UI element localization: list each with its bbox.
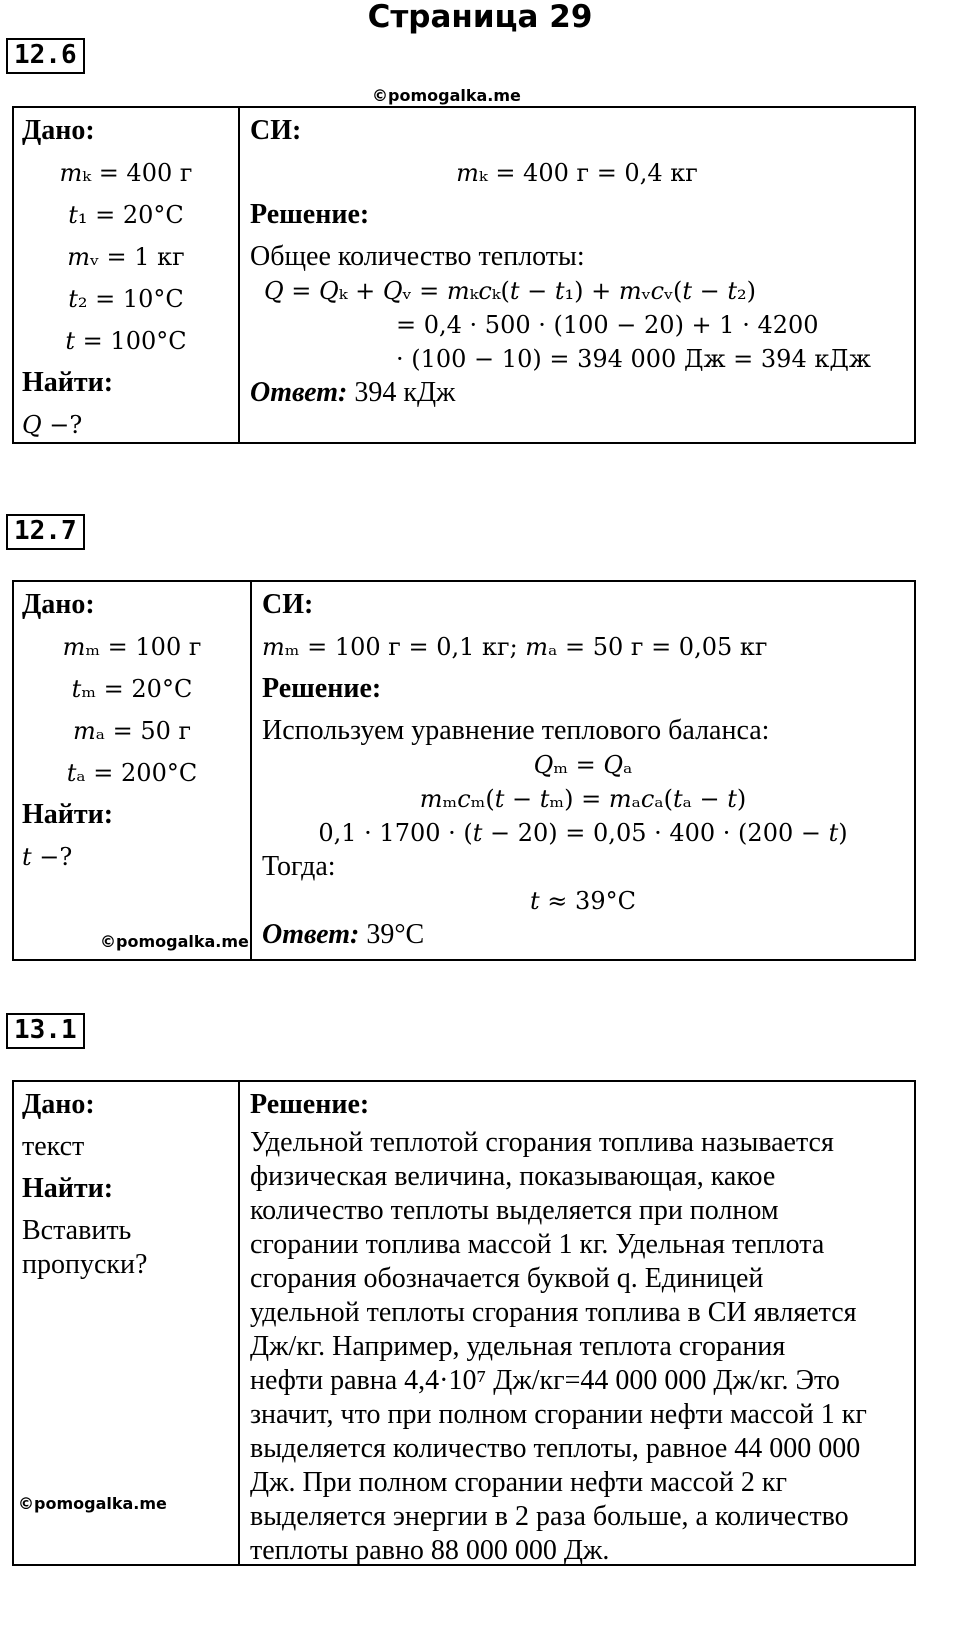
find-label: Найти: bbox=[22, 1173, 114, 1204]
find-value: 𝑡 −? bbox=[22, 843, 73, 871]
text-line: сгорании топлива массой 1 кг. Удельная теплота bbox=[250, 1229, 825, 1260]
then-label: Тогда: bbox=[262, 851, 336, 882]
answer-label: Ответ: bbox=[250, 377, 348, 408]
given-label: Дано: bbox=[22, 589, 95, 620]
text-line: выделяется энергии в 2 раза больше, а количество bbox=[250, 1501, 849, 1532]
result-line: 𝑡 ≈ 39°C bbox=[530, 887, 636, 915]
answer-line bbox=[250, 376, 904, 410]
answer-label: Ответ: bbox=[262, 919, 360, 950]
given-item: 𝑡ₐ = 200°C bbox=[66, 759, 198, 787]
page-title: Страница 29 bbox=[367, 0, 593, 35]
text-line: значит, что при полном сгорании нефти массой 1 кг bbox=[250, 1399, 867, 1430]
problem-number-13-1: 13.1 bbox=[6, 1013, 85, 1049]
given-item: 𝑡₂ = 10°C bbox=[68, 285, 184, 313]
given-item: 𝑚ₐ = 50 г bbox=[72, 717, 192, 745]
given-label: Дано: bbox=[22, 1089, 95, 1120]
watermark: ©pomogalka.me bbox=[18, 1494, 167, 1513]
given-column bbox=[14, 582, 252, 959]
text-line: Дж. При полном сгорании нефти массой 2 кг bbox=[250, 1467, 788, 1498]
text-line: сгорания обозначается буквой q. Единицей bbox=[250, 1263, 764, 1294]
text-line: выделяется количество теплоты, равное 44 000 000 bbox=[250, 1433, 861, 1464]
solution-intro: Используем уравнение теплового баланса: bbox=[262, 715, 770, 746]
given-value: текст bbox=[22, 1131, 85, 1162]
solution-intro: Общее количество теплоты: bbox=[250, 241, 585, 272]
find-value: пропуски? bbox=[22, 1249, 148, 1280]
solution-label: Решение: bbox=[250, 199, 370, 230]
problem-12-6-table bbox=[12, 106, 916, 444]
text-line: Удельной теплотой сгорания топлива называется bbox=[250, 1127, 834, 1158]
problem-number-12-6: 12.6 bbox=[6, 38, 85, 74]
text-line: удельной теплоты сгорания топлива в СИ является bbox=[250, 1297, 857, 1328]
find-value: Вставить bbox=[22, 1215, 132, 1246]
si-label: СИ: bbox=[250, 115, 302, 146]
answer-line bbox=[262, 918, 904, 952]
find-label: Найти: bbox=[22, 799, 114, 830]
text-line: физическая величина, показывающая, какое bbox=[250, 1161, 776, 1192]
formula-line: 𝑄ₘ = 𝑄ₐ bbox=[533, 751, 633, 779]
solution-column bbox=[240, 108, 914, 442]
formula-line: 0,1 · 1700 · (𝑡 − 20) = 0,05 · 400 · (200 − 𝑡) bbox=[318, 819, 848, 847]
solution-column bbox=[240, 1082, 914, 1564]
text-line: количество теплоты выделяется при полном bbox=[250, 1195, 779, 1226]
given-item: 𝑡₁ = 20°C bbox=[68, 201, 184, 229]
problem-number-12-7: 12.7 bbox=[6, 514, 85, 550]
given-item: 𝑚ₘ = 100 г bbox=[62, 633, 202, 661]
problem-12-7-table bbox=[12, 580, 916, 961]
formula-line: 𝑄 = 𝑄ₖ + 𝑄ᵥ = 𝑚ₖ𝑐ₖ(𝑡 − 𝑡₁) + 𝑚ᵥ𝑐ᵥ(𝑡 − 𝑡₂) bbox=[264, 277, 756, 305]
watermark: ©pomogalka.me bbox=[372, 86, 521, 105]
answer-value: 394 кДж bbox=[354, 377, 456, 408]
formula-line: · (100 − 10) = 394 000 Дж = 394 кДж bbox=[396, 345, 871, 373]
text-line: нефти равна 4,4·10⁷ Дж/кг=44 000 000 Дж/кг. Это bbox=[250, 1365, 840, 1396]
si-conversion: 𝑚ₖ = 400 г = 0,4 кг bbox=[456, 159, 698, 187]
si-label: СИ: bbox=[262, 589, 314, 620]
given-item: 𝑡 = 100°C bbox=[65, 327, 187, 355]
find-label: Найти: bbox=[22, 367, 114, 398]
watermark: ©pomogalka.me bbox=[100, 932, 249, 951]
given-item: 𝑚ᵥ = 1 кг bbox=[67, 243, 185, 271]
given-item: 𝑚ₖ = 400 г bbox=[59, 159, 193, 187]
text-line: Дж/кг. Например, удельная теплота сгорания bbox=[250, 1331, 786, 1362]
given-item: 𝑡ₘ = 20°C bbox=[71, 675, 193, 703]
solution-label: Решение: bbox=[250, 1089, 370, 1120]
problem-13-1-table bbox=[12, 1080, 916, 1566]
given-label: Дано: bbox=[22, 115, 95, 146]
formula-line: 𝑚ₘ𝑐ₘ(𝑡 − 𝑡ₘ) = 𝑚ₐ𝑐ₐ(𝑡ₐ − 𝑡) bbox=[419, 785, 747, 813]
given-column bbox=[14, 1082, 240, 1564]
find-value: 𝑄 −? bbox=[22, 411, 83, 439]
si-conversion: 𝑚ₘ = 100 г = 0,1 кг; 𝑚ₐ = 50 г = 0,05 кг bbox=[262, 633, 768, 661]
solution-column bbox=[252, 582, 914, 959]
answer-value: 39°С bbox=[366, 919, 425, 950]
formula-line: = 0,4 · 500 · (100 − 20) + 1 · 4200 bbox=[396, 311, 819, 339]
given-column bbox=[14, 108, 240, 442]
solution-label: Решение: bbox=[262, 673, 382, 704]
text-line: теплоты равно 88 000 000 Дж. bbox=[250, 1535, 610, 1566]
